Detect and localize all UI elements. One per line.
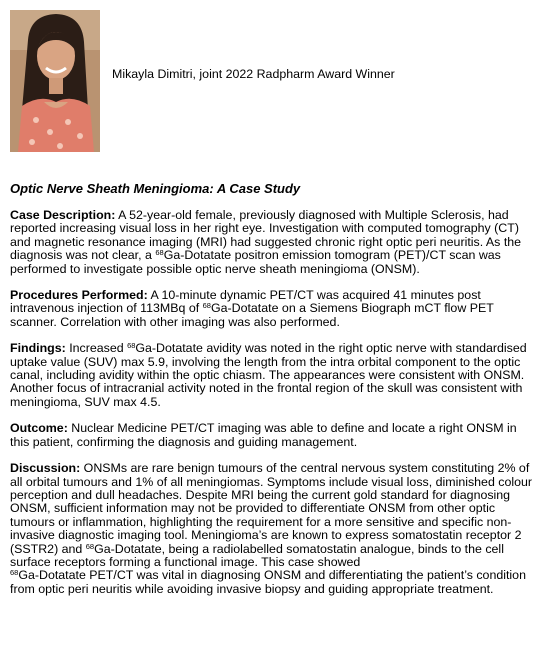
isotope-superscript: 68: [202, 301, 211, 311]
photo-caption: Mikayla Dimitri, joint 2022 Radpharm Award Winner: [112, 67, 395, 81]
isotope-superscript: 68: [127, 341, 136, 351]
findings-text-cont: Ga-Dotatate avidity was noted in the right optic nerve with standardised uptake value (SUV) max 5.9, involving the length from the intra orbital component to the optic canal, including avidity within the optic chiasm. The appearances were consistent with ONSM. Another focus of intracranial activity noted in the frontal region of the skull was consistent with meningioma, SUV max 4.5.: [10, 341, 527, 409]
outcome-paragraph: [10, 422, 534, 449]
article-body: [10, 181, 534, 609]
isotope-superscript: 68: [85, 541, 95, 551]
procedures-paragraph: [10, 289, 534, 329]
discussion-heading: Discussion:: [10, 461, 81, 476]
case-description-text: A 52-year-old female, previously diagnosed with Multiple Sclerosis, had reported increasing visual loss in her right eye. Investigation with computed tomography (CT) and magnetic resonance imaging (MRI) had suggested chronic right optic peri neuritis. As the diagnosis was not clear, a: [10, 208, 522, 263]
case-description-text-cont: Ga-Dotatate positron emission tomogram (PET)/CT scan was performed to investigate possible optic nerve sheath meningioma (ONSM).: [10, 248, 501, 276]
findings-text: Increased: [65, 341, 128, 356]
article-title: Optic Nerve Sheath Meningioma: A Case Study: [10, 181, 301, 196]
discussion-text: ONSMs are rare benign tumours of the central nervous system constituting 2% of all orbital tumours and 1% of all meningiomas. Symptoms include visual loss, diminished colour perception and dull headaches. Despite MRI being the current gold standard for diagnosing ONSM, sufficient information may not be provided to differentiate ONSM from other optic tumours or inflammation, highlighting the requirement for a more sensitive and specific non-invasive diagnostic imaging tool. Meningioma’s are known to express somatostatin receptor 2 (SSTR2) and: [10, 461, 533, 556]
outcome-text: Nuclear Medicine PET/CT imaging was able to define and locate a right ONSM in this patient, confirming the diagnosis and guiding management.: [10, 421, 517, 449]
portrait-photo-icon: [10, 10, 100, 152]
procedures-text-cont: Ga-Dotatate on a Siemens Biograph mCT flow PET scanner. Correlation with other imaging was also performed.: [10, 301, 494, 329]
discussion-paragraph: [10, 462, 534, 596]
case-description-paragraph: [10, 209, 534, 276]
findings-heading: Findings:: [10, 341, 66, 356]
author-photo: [10, 10, 100, 152]
case-description-heading: Case Description:: [10, 208, 116, 222]
procedures-text: A 10-minute dynamic PET/CT was acquired 41 minutes post intravenous injection of 113MBq of: [10, 288, 481, 316]
outcome-heading: Outcome:: [10, 421, 68, 436]
findings-paragraph: [10, 342, 534, 409]
isotope-superscript: 68: [155, 248, 164, 258]
procedures-heading: Procedures Performed:: [10, 288, 148, 303]
discussion-text-end: Ga-Dotatate PET/CT was vital in diagnosing ONSM and differentiating the patient’s condition from optic peri neuritis while avoiding invasive biopsy and guiding appropriate treatment.: [10, 568, 526, 596]
discussion-text-cont: Ga-Dotatate, being a radiolabelled somatostatin analogue, binds to the cell surface receptors forming a functional image. This case showed: [10, 541, 504, 569]
isotope-superscript: 68: [10, 568, 19, 578]
